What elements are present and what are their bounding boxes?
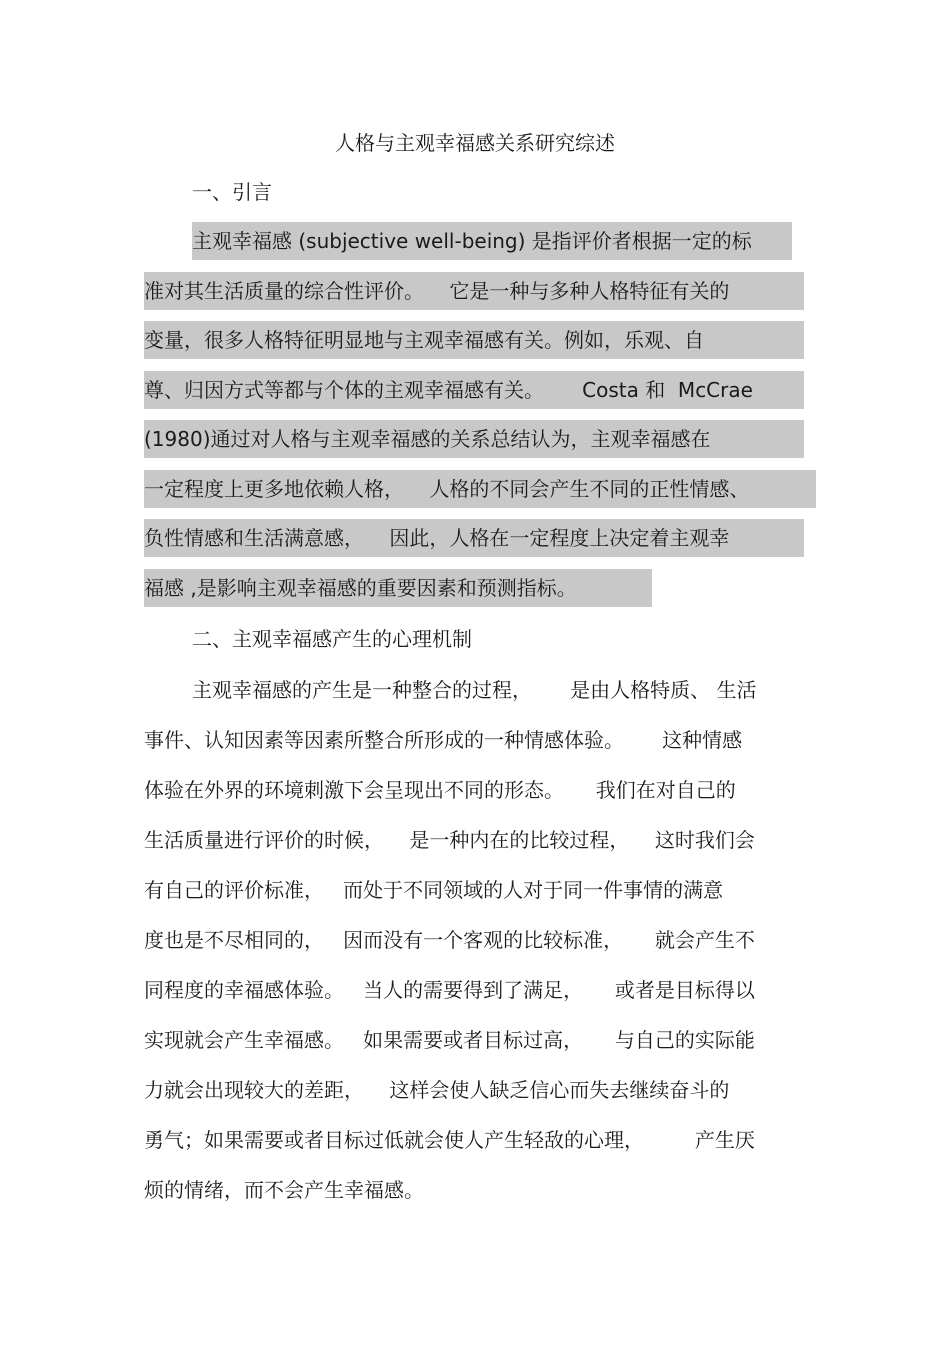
paragraph-line: 有自己的评价标准， 而处于不同领域的人对于同一件事情的满意 [144, 878, 724, 902]
paragraph-line: 烦的情绪，而不会产生幸福感。 [144, 1178, 424, 1202]
highlighted-paragraph-line: 一定程度上更多地依赖人格， 人格的不同会产生不同的正性情感、 [144, 470, 816, 508]
paragraph-line: 同程度的幸福感体验。 当人的需要得到了满足， 或者是目标得以 [144, 978, 755, 1002]
section-heading-introduction: 一、引言 [192, 180, 272, 204]
document-title: 人格与主观幸福感关系研究综述 [335, 131, 615, 155]
highlighted-paragraph-line: 准对其生活质量的综合性评价。 它是一种与多种人格特征有关的 [144, 272, 804, 310]
section-heading-mechanism: 二、主观幸福感产生的心理机制 [192, 627, 472, 651]
highlighted-paragraph-line: 主观幸福感 (subjective well-being) 是指评价者根据一定的标 [192, 222, 792, 260]
paragraph-line: 体验在外界的环境刺激下会呈现出不同的形态。 我们在对自己的 [144, 778, 736, 802]
paragraph-line: 力就会出现较大的差距， 这样会使人缺乏信心而失去继续奋斗的 [144, 1078, 730, 1102]
paragraph-line: 生活质量进行评价的时候， 是一种内在的比较过程， 这时我们会 [144, 828, 755, 852]
highlighted-paragraph-line: 福感 ,是影响主观幸福感的重要因素和预测指标。 [144, 569, 652, 607]
highlighted-paragraph-line: (1980)通过对人格与主观幸福感的关系总结认为，主观幸福感在 [144, 420, 804, 458]
paragraph-line: 主观幸福感的产生是一种整合的过程， 是由人格特质、 生活 [192, 678, 757, 702]
highlighted-paragraph-line: 负性情感和生活满意感， 因此，人格在一定程度上决定着主观幸 [144, 519, 804, 557]
paragraph-line: 度也是不尽相同的， 因而没有一个客观的比较标准， 就会产生不 [144, 928, 755, 952]
paragraph-line: 实现就会产生幸福感。 如果需要或者目标过高， 与自己的实际能 [144, 1028, 755, 1052]
paragraph-line: 勇气；如果需要或者目标过低就会使人产生轻敌的心理， 产生厌 [144, 1128, 755, 1152]
highlighted-paragraph-line: 变量，很多人格特征明显地与主观幸福感有关。例如，乐观、自 [144, 321, 804, 359]
highlighted-paragraph-line: 尊、归因方式等都与个体的主观幸福感有关。 Costa 和 McCrae [144, 371, 804, 409]
paragraph-line: 事件、认知因素等因素所整合所形成的一种情感体验。 这种情感 [144, 728, 743, 752]
